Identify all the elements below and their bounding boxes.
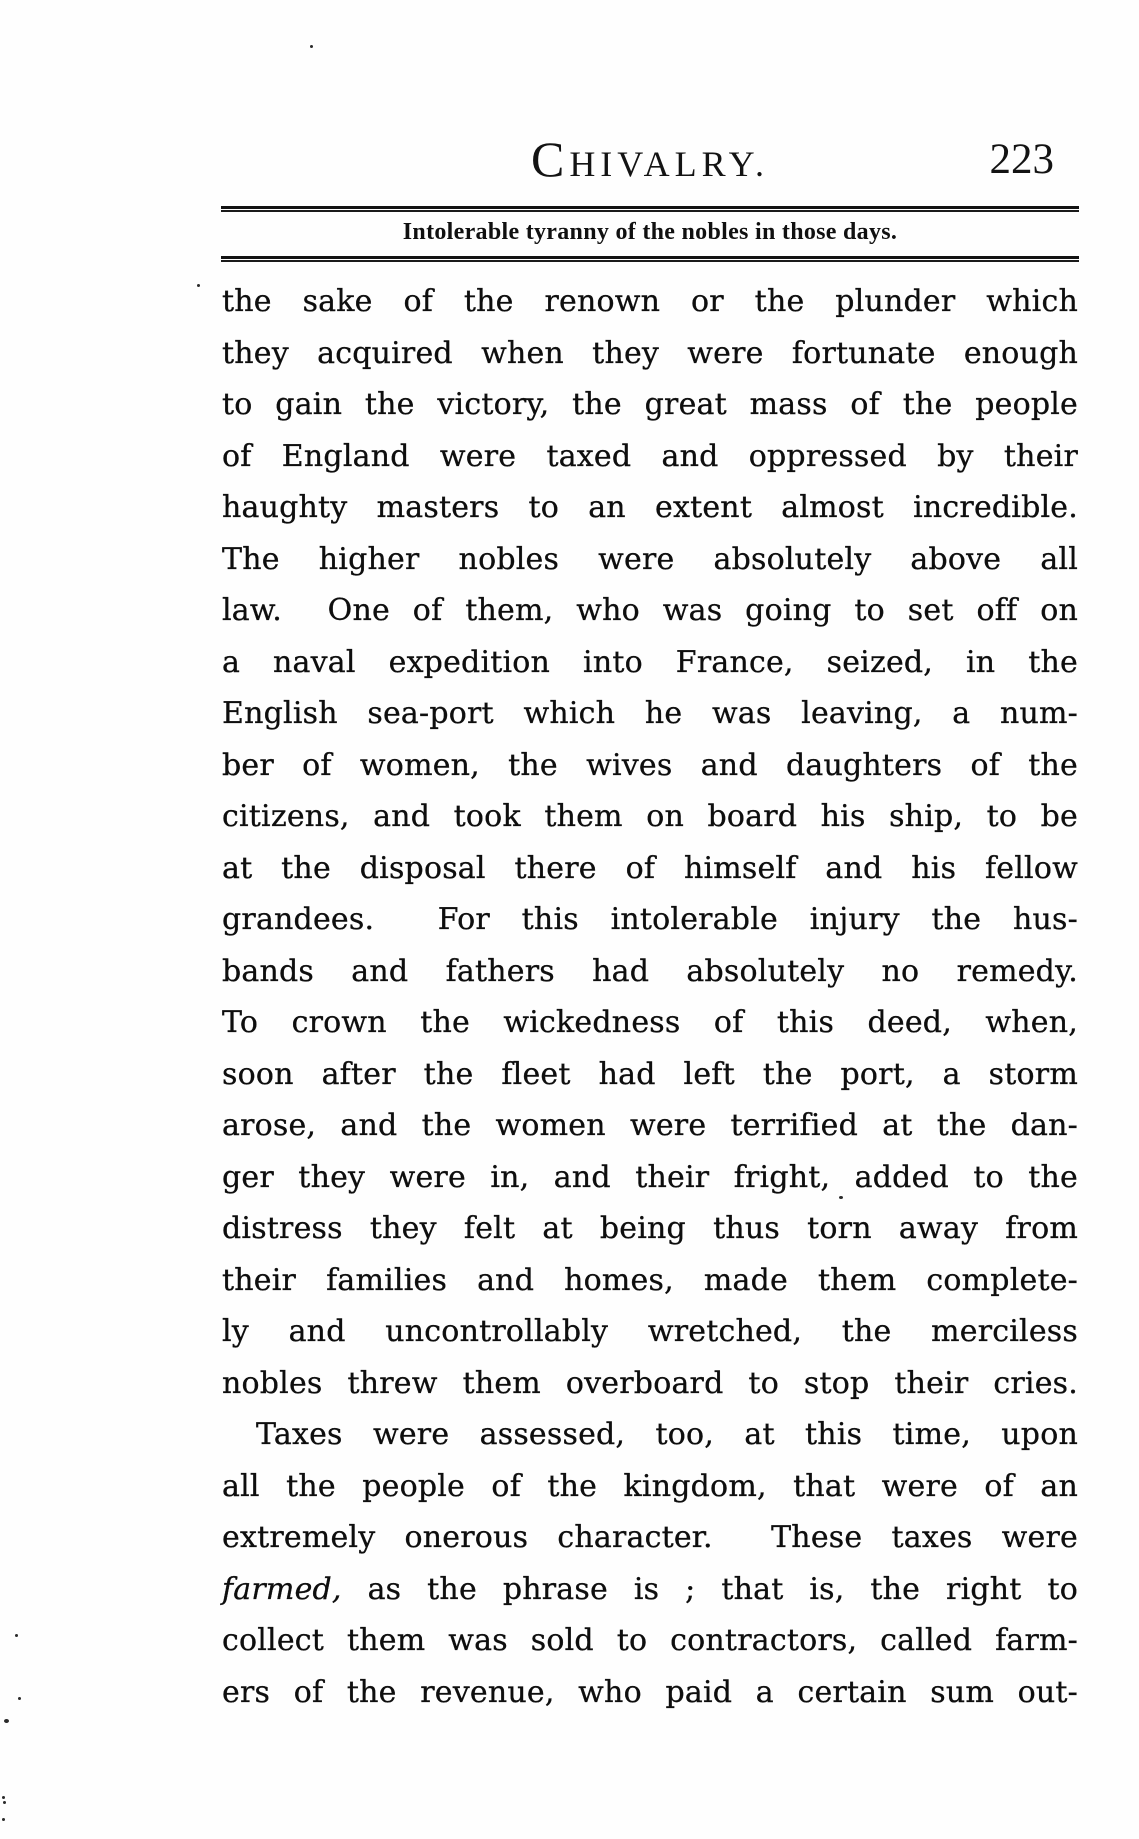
body-line: ly and uncontrollably wretched, the merciless [222,1314,1078,1349]
body-line: law. One of them, who was going to set off on [222,593,1078,628]
body-line: extremely onerous character. These taxes were [222,1520,1078,1555]
body-line: Taxes were assessed, too, at this time, upon [256,1417,1078,1452]
body-line: they acquired when they were fortunate enough [222,335,1078,371]
body-line: English sea-port which he was leaving, a num- [222,696,1078,731]
body-line: arose, and the women were terrified at the dan- [222,1108,1078,1143]
header-rule-top [221,206,1079,212]
body-line: To crown the wickedness of this deed, when, [222,1005,1078,1040]
body-line: bands and fathers had absolutely no remedy. [222,953,1078,989]
body-line: ber of women, the wives and daughters of the [222,747,1078,783]
scan-speck [2,1818,5,1821]
scan-speck [197,284,200,287]
body-line: nobles threw them overboard to stop their cries. [222,1365,1078,1401]
body-line: at the disposal there of himself and his fellow [222,850,1078,886]
scan-speck [4,1719,9,1723]
italic-term: farmed, [222,1571,342,1607]
body-line: all the people of the kingdom, that were of an [222,1468,1078,1504]
body-line: a naval expedition into France, seized, in the [222,644,1078,680]
body-line: their families and homes, made them complete- [222,1262,1078,1298]
scan-speck [15,1634,18,1637]
body-line: citizens, and took them on board his ship, to be [222,799,1078,834]
scan-speck [2,1796,5,1799]
body-text [222,276,1078,1718]
header-rule-bottom [221,256,1079,262]
body-line: distress they felt at being thus torn away from [222,1211,1078,1246]
body-line: farmed, as the phrase is ; that is, the right to [222,1571,1078,1607]
scan-speck [18,1697,21,1700]
body-line: soon after the fleet had left the port, a storm [222,1056,1078,1092]
running-title: CHIVALRY. [530,131,770,187]
body-line: of England were taxed and oppressed by their [222,438,1078,474]
scan-speck [3,1801,6,1804]
chapter-summary: Intolerable tyranny of the nobles in those days. [402,219,898,245]
body-line: The higher nobles were absolutely above all [222,541,1078,577]
body-line: the sake of the renown or the plunder which [222,284,1078,319]
scan-speck [839,1196,843,1199]
body-line: ger they were in, and their fright, added to the [222,1159,1078,1195]
body-line: to gain the victory, the great mass of the people [222,387,1078,422]
page-number: 223 [989,136,1054,183]
body-line: haughty masters to an extent almost incredible. [222,490,1078,525]
body-line: grandees. For this intolerable injury the hus- [222,902,1078,937]
scan-speck [310,45,313,48]
body-line: ers of the revenue, who paid a certain sum out- [222,1674,1078,1710]
body-line: collect them was sold to contractors, called farm- [222,1623,1078,1658]
